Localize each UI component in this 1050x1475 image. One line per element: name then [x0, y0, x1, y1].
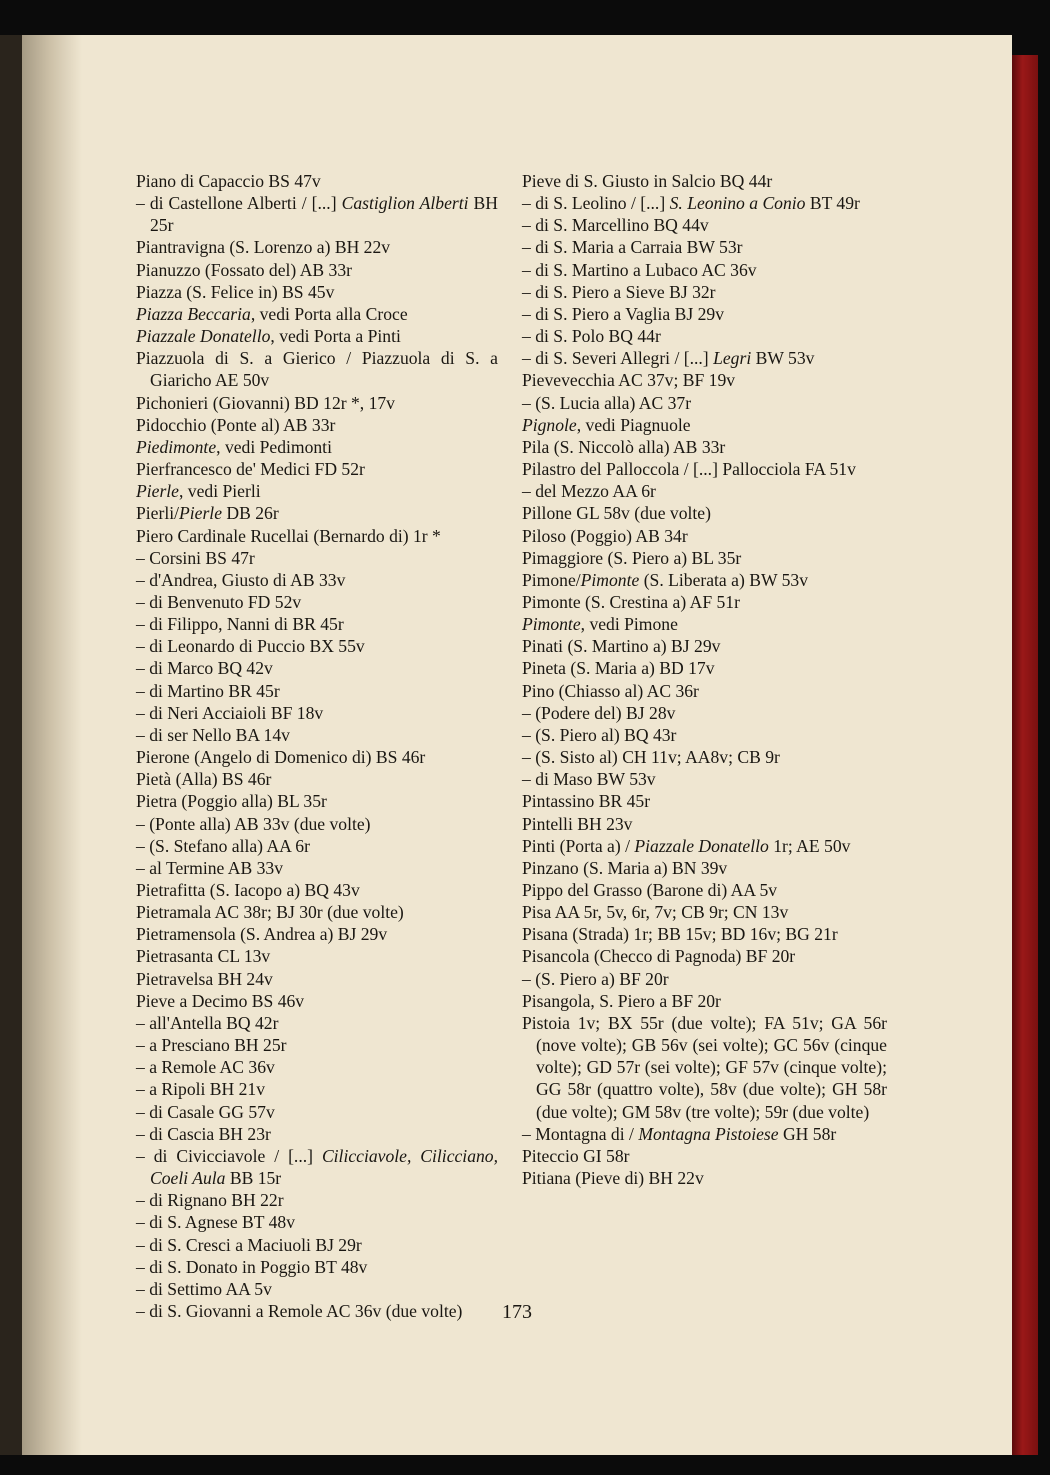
index-entry: – di S. Giovanni a Remole AC 36v (due volte) [136, 1300, 463, 1321]
book-page [22, 35, 1012, 1455]
index-entry: – di Filippo, Nanni di BR 45r [136, 614, 344, 635]
index-entry: Pistoia 1v; BX 55r (due volte); FA 51v; GA 56r (nove volte); GB 56v (sei volte); GC 56v (cinque volte); GD 57r (sei volte); GF 57v (cinque volte); GG 58r (quattro volte), 58v (due volte); GH 58r (due volte); GM 58v (tre volte); 59r (due volte) [522, 1012, 887, 1122]
index-column-left [136, 170, 498, 1322]
index-entry: Pineta (S. Maria a) BD 17v [522, 658, 715, 679]
index-entry: Pilastro del Palloccola / [...] Pallocciola FA 51v [522, 459, 856, 480]
index-entry: Piazzale Donatello, vedi Porta a Pinti [136, 326, 401, 347]
index-entry: Pietrafitta (S. Iacopo a) BQ 43v [136, 880, 360, 900]
index-entry: – di Rignano BH 22r [136, 1190, 284, 1211]
index-entry: – di S. Donato in Poggio BT 48v [136, 1256, 368, 1277]
index-entry: Piazza (S. Felice in) BS 45v [136, 281, 335, 302]
index-entry: Pietravelsa BH 24v [136, 968, 273, 989]
index-entry: Pisana (Strada) 1r; BB 15v; BD 16v; BG 21r [522, 924, 838, 945]
index-entry: Piloso (Poggio) AB 34r [522, 525, 688, 546]
index-entry: Pietà (Alla) BS 46r [136, 769, 272, 790]
index-entry: – di Settimo AA 5v [136, 1278, 272, 1299]
index-entry: Piantravigna (S. Lorenzo a) BH 22v [136, 237, 391, 258]
index-entry: Pichonieri (Giovanni) BD 12r *, 17v [136, 392, 395, 413]
index-entry: Pidocchio (Ponte al) AB 33r [136, 414, 336, 435]
index-entry: – (S. Piero a) BF 20r [522, 968, 669, 989]
index-entry: Pimonte (S. Crestina a) AF 51r [522, 591, 740, 612]
index-entry: – a Presciano BH 25r [136, 1035, 287, 1056]
index-entry: Pinati (S. Martino a) BJ 29v [522, 636, 721, 657]
index-entry: Piteccio GI 58r [522, 1145, 630, 1166]
index-entry: Pintassino BR 45r [522, 791, 651, 812]
index-entry: Piedimonte, vedi Pedimonti [136, 436, 332, 457]
index-entry: Pisancola (Checco di Pagnoda) BF 20r [522, 946, 796, 967]
index-entry: Pino (Chiasso al) AC 36r [522, 680, 699, 701]
index-entry: – (S. Lucia alla) AC 37r [522, 392, 692, 413]
index-entry: Pila (S. Niccolò alla) AB 33r [522, 436, 726, 457]
index-entry: Pietra (Poggio alla) BL 35r [136, 791, 327, 812]
index-entry: Pierli/Pierle DB 26r [136, 503, 279, 524]
index-entry: Pillone GL 58v (due volte) [522, 503, 711, 524]
index-entry: – di S. Severi Allegri / [...] Legri BW 53v [522, 348, 815, 369]
index-entry: Pietrasanta CL 13v [136, 946, 271, 967]
page-number: 173 [502, 1301, 532, 1323]
index-entry: Piazzuola di S. a Gierico / Piazzuola di S. a Giaricho AE 50v [136, 348, 498, 391]
index-entry: – di ser Nello BA 14v [136, 724, 290, 745]
index-entry: – all'Antella BQ 42r [136, 1012, 279, 1033]
index-entry: Pitiana (Pieve di) BH 22v [522, 1168, 704, 1189]
index-entry: – di S. Piero a Sieve BJ 32r [522, 281, 716, 302]
book-binding [0, 35, 22, 1455]
index-entry: – di Martino BR 45r [136, 680, 280, 701]
index-entry: – d'Andrea, Giusto di AB 33v [136, 569, 346, 590]
index-entry: – di Cascia BH 23r [136, 1123, 271, 1144]
index-entry: – di S. Leolino / [...] S. Leonino a Conio BT 49r [522, 193, 860, 214]
index-entry: Pippo del Grasso (Barone di) AA 5v [522, 880, 778, 900]
index-entry: Pierone (Angelo di Domenico di) BS 46r [136, 747, 426, 768]
index-entry: – di Civicciavole / [...] Cilicciavole, Cilicciano, Coeli Aula BB 15r [136, 1145, 498, 1189]
index-entry: – di S. Marcellino BQ 44v [522, 215, 709, 236]
index-entry: – Corsini BS 47r [136, 547, 255, 568]
index-entry: – di Neri Acciaioli BF 18v [136, 702, 324, 723]
index-entry: Pieve a Decimo BS 46v [136, 990, 305, 1011]
index-entry: Pignole, vedi Piagnuole [522, 414, 691, 435]
index-entry: Piano di Capaccio BS 47v [136, 171, 321, 191]
index-entry: Pisangola, S. Piero a BF 20r [522, 990, 721, 1011]
index-entry: Piero Cardinale Rucellai (Bernardo di) 1r * [136, 525, 441, 546]
index-entry: Pinzano (S. Maria a) BN 39v [522, 857, 728, 878]
index-entry: – (S. Stefano alla) AA 6r [136, 835, 310, 856]
index-entry: Pimonte, vedi Pimone [522, 614, 678, 635]
index-entry: – (Podere del) BJ 28v [522, 702, 676, 723]
index-entry: – a Remole AC 36v [136, 1057, 275, 1078]
index-entry: Pintelli BH 23v [522, 813, 633, 834]
index-entry: – di Casale GG 57v [136, 1101, 275, 1122]
index-entry: Pietramala AC 38r; BJ 30r (due volte) [136, 902, 404, 923]
index-entry: Pinti (Porta a) / Piazzale Donatello 1r; AE 50v [522, 835, 851, 856]
index-entry: Pierle, vedi Pierli [136, 481, 261, 502]
page-gutter-shadow [22, 35, 82, 1455]
index-entry: – (S. Sisto al) CH 11v; AA8v; CB 9r [522, 747, 780, 768]
index-entry: – di S. Martino a Lubaco AC 36v [522, 259, 757, 280]
index-entry: – al Termine AB 33v [136, 857, 283, 878]
index-entry: Pievevecchia AC 37v; BF 19v [522, 370, 736, 391]
index-entry: – di Leonardo di Puccio BX 55v [136, 636, 365, 657]
index-entry: – (Ponte alla) AB 33v (due volte) [136, 813, 371, 834]
index-entry: Pimone/Pimonte (S. Liberata a) BW 53v [522, 569, 809, 590]
index-entry: – di Maso BW 53v [522, 769, 656, 790]
index-entry: Pietramensola (S. Andrea a) BJ 29v [136, 924, 388, 945]
index-entry: Pianuzzo (Fossato del) AB 33r [136, 259, 352, 280]
index-entry: – di S. Maria a Carraia BW 53r [522, 237, 743, 258]
index-entry: Pisa AA 5r, 5v, 6r, 7v; CB 9r; CN 13v [522, 902, 789, 923]
index-entry: – di S. Polo BQ 44r [522, 326, 661, 347]
index-entry: – del Mezzo AA 6r [522, 481, 656, 502]
index-entry: – di S. Piero a Vaglia BJ 29v [522, 303, 725, 324]
index-entry: – di S. Cresci a Maciuoli BJ 29r [136, 1234, 362, 1255]
index-entry: – di Benvenuto FD 52v [136, 591, 302, 612]
index-entry: Piazza Beccaria, vedi Porta alla Croce [136, 303, 408, 324]
book-cover-edge [1012, 55, 1038, 1455]
index-entry: – a Ripoli BH 21v [136, 1079, 266, 1100]
index-entry: – di Marco BQ 42v [136, 658, 273, 679]
index-entry: Pimaggiore (S. Piero a) BL 35r [522, 547, 742, 568]
index-column-right [522, 170, 887, 1189]
index-entry: – Montagna di / Montagna Pistoiese GH 58r [522, 1123, 837, 1144]
index-entry: – di Castellone Alberti / [...] Castiglion Alberti BH 25r [136, 193, 498, 236]
index-entry: Pierfrancesco de' Medici FD 52r [136, 459, 365, 480]
index-entry: – (S. Piero al) BQ 43r [522, 724, 677, 745]
index-entry: – di S. Agnese BT 48v [136, 1212, 296, 1233]
index-entry: Pieve di S. Giusto in Salcio BQ 44r [522, 171, 773, 191]
